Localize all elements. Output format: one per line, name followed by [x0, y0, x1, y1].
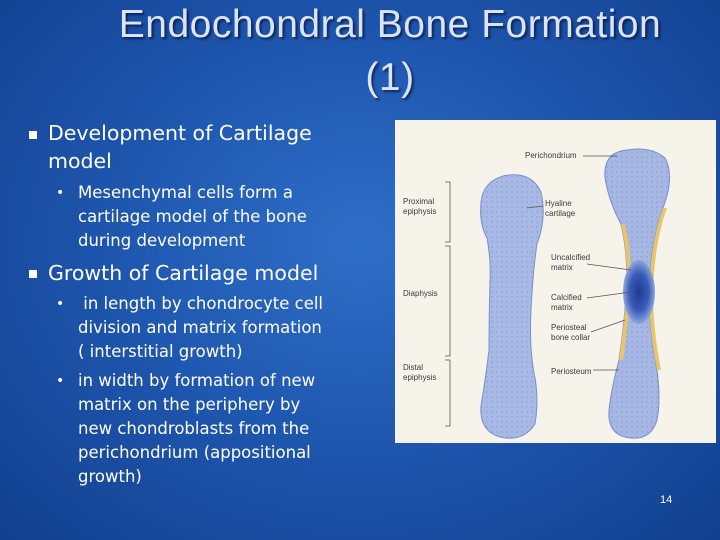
page-number: 14	[660, 494, 673, 506]
dot-bullet-icon: •	[56, 185, 65, 201]
dot-bullet-icon: •	[56, 373, 65, 389]
label-perichondrium: Perichondrium	[525, 151, 577, 160]
slide-title	[60, 0, 720, 104]
sub-bullet-line: new chondroblasts from the	[78, 419, 310, 438]
square-bullet-icon	[29, 131, 37, 139]
dot-bullet-icon: •	[56, 296, 65, 312]
label-hyaline: Hyaline	[545, 199, 572, 208]
label-matrix-2: matrix	[551, 303, 573, 312]
label-periosteum: Periosteum	[551, 367, 592, 376]
label-proximal: Proximal	[403, 197, 435, 206]
sub-bullet-width	[56, 369, 315, 489]
bullet-development-line-2: model	[48, 149, 112, 173]
label-distal: Distal	[403, 363, 424, 372]
cartilage-model-illustration	[395, 120, 716, 443]
label-epiphysis-distal: epiphysis	[403, 373, 437, 382]
cartilage-model-diagram	[395, 120, 716, 443]
slide-title-line-2: (1)	[365, 56, 415, 99]
sub-bullet-mesenchymal	[56, 181, 307, 253]
sub-bullet-length	[56, 292, 323, 364]
sub-bullet-line: matrix on the periphery by	[78, 395, 301, 414]
bullet-development-line-1: Development of Cartilage	[48, 121, 312, 145]
label-uncalcified: Uncalcified	[551, 253, 591, 262]
sub-bullet-line: Mesenchymal cells form a	[78, 183, 293, 202]
sub-bullet-line: in length by chondrocyte cell	[78, 294, 324, 313]
sub-bullet-line: ( interstitial growth)	[78, 342, 243, 361]
label-bone-collar: bone collar	[551, 333, 591, 342]
slide-title-line-1: Endochondral Bone Formation	[118, 3, 662, 46]
sub-bullet-line: cartilage model of the bone	[78, 207, 307, 226]
square-bullet-icon	[29, 270, 37, 278]
sub-bullet-line: division and matrix formation	[78, 318, 322, 337]
sub-bullet-line: during development	[78, 231, 246, 250]
label-calcified: Calcified	[551, 293, 582, 302]
label-cartilage: cartilage	[545, 209, 576, 218]
label-matrix-1: matrix	[551, 263, 573, 272]
sub-bullet-line: in width by formation of new	[78, 371, 316, 390]
label-diaphysis: Diaphysis	[403, 289, 438, 298]
label-epiphysis-proximal: epiphysis	[403, 207, 437, 216]
bullet-growth	[48, 259, 318, 287]
bullet-growth-line-1: Growth of Cartilage model	[48, 261, 319, 285]
label-periosteal: Periosteal	[551, 323, 587, 332]
bullet-development	[48, 119, 312, 175]
sub-bullet-line: perichondrium (appositional	[78, 443, 311, 462]
sub-bullet-line: growth)	[78, 467, 142, 486]
